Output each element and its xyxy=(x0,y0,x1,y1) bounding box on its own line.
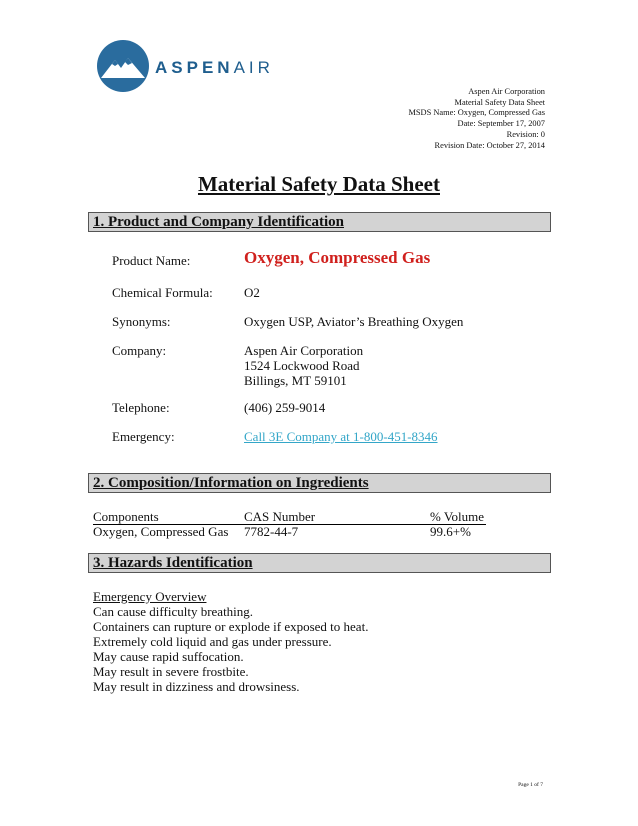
section-3-heading-text: 3. Hazards Identification xyxy=(93,555,253,571)
cell-component: Oxygen, Compressed Gas xyxy=(93,524,229,539)
meta-doc-type: Material Safety Data Sheet xyxy=(454,97,545,107)
logo-text-light: AIR xyxy=(233,58,274,77)
aspen-air-logo xyxy=(95,38,295,98)
col-cas-number: CAS Number xyxy=(244,509,316,524)
mountain-logo-icon xyxy=(95,38,151,94)
section-2-heading xyxy=(88,473,551,493)
list-item: Containers can rupture or explode if exposed to heat. xyxy=(93,619,369,634)
company-label: Company: xyxy=(112,343,167,358)
emergency-link[interactable]: Call 3E Company at 1-800-451-8346 xyxy=(244,429,438,444)
section-2-heading-text: 2. Composition/Information on Ingredients xyxy=(93,475,369,491)
meta-revision: Revision: 0 xyxy=(506,129,545,139)
col-volume: % Volume xyxy=(430,509,485,524)
telephone-label: Telephone: xyxy=(112,400,170,415)
company-address xyxy=(244,343,363,388)
cell-volume: 99.6+% xyxy=(430,524,471,539)
logo-wordmark xyxy=(155,58,274,78)
emergency-overview-title: Emergency Overview xyxy=(93,589,207,604)
list-item: May cause rapid suffocation. xyxy=(93,649,244,664)
cell-cas-number: 7782-44-7 xyxy=(244,524,299,539)
document-title: Material Safety Data Sheet xyxy=(197,172,440,196)
synonyms-value: Oxygen USP, Aviator’s Breathing Oxygen xyxy=(244,314,464,329)
page-number: Page 1 of 7 xyxy=(518,782,543,788)
header-meta xyxy=(408,87,545,151)
section-3-heading xyxy=(88,553,551,573)
product-name-value: Oxygen, Compressed Gas xyxy=(244,248,431,267)
list-item: May result in dizziness and drowsiness. xyxy=(93,679,300,694)
logo-text-bold: ASPEN xyxy=(155,58,234,77)
list-item: Can cause difficulty breathing. xyxy=(93,604,254,619)
telephone-value: (406) 259-9014 xyxy=(244,400,326,415)
hazards-list xyxy=(93,589,368,694)
col-components: Components xyxy=(93,509,159,524)
product-name-label: Product Name: xyxy=(112,253,191,268)
section-1-heading-text: 1. Product and Company Identification xyxy=(93,214,345,230)
company-line-2: 1524 Lockwood Road xyxy=(244,358,360,373)
meta-date: Date: September 17, 2007 xyxy=(457,119,545,129)
meta-revision-date: Revision Date: October 27, 2014 xyxy=(434,140,545,150)
list-item: May result in severe frostbite. xyxy=(93,664,249,679)
company-line-1: Aspen Air Corporation xyxy=(244,343,364,358)
chemical-formula-label: Chemical Formula: xyxy=(112,285,213,300)
company-line-3: Billings, MT 59101 xyxy=(244,373,347,388)
list-item: Extremely cold liquid and gas under pressure. xyxy=(93,634,332,649)
composition-table-header xyxy=(93,509,486,525)
emergency-label: Emergency: xyxy=(112,429,175,444)
meta-company: Aspen Air Corporation xyxy=(468,87,545,96)
meta-msds-name: MSDS Name: Oxygen, Compressed Gas xyxy=(408,108,545,118)
synonyms-label: Synonyms: xyxy=(112,314,171,329)
chemical-formula-value: O2 xyxy=(244,285,260,300)
section-1-heading xyxy=(88,212,551,232)
